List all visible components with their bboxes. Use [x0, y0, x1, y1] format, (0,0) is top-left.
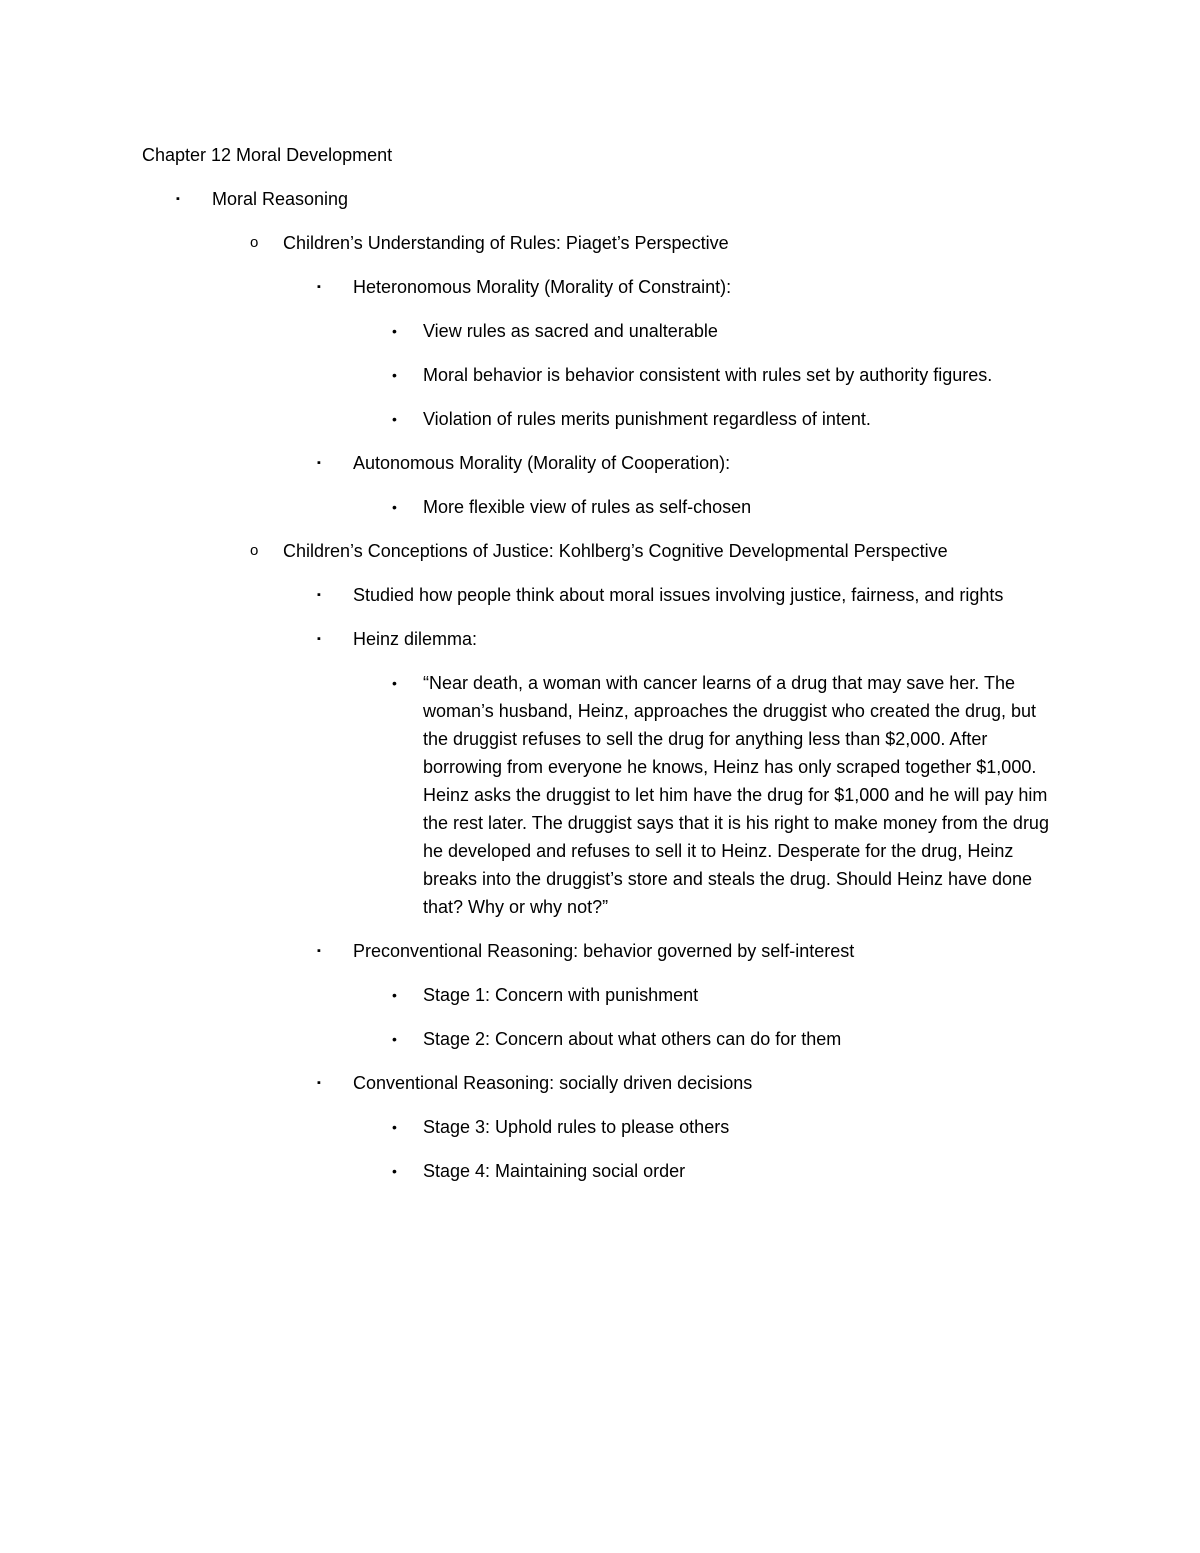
square-bullet-icon: ▪	[317, 281, 321, 293]
outline-item-text: Stage 1: Concern with punishment	[423, 985, 699, 1005]
outline-item-text: Stage 2: Concern about what others can do for them	[423, 1029, 842, 1049]
outline-item-level-1	[142, 185, 1062, 213]
square-bullet-icon: ▪	[317, 457, 321, 469]
outline-item-level-3	[142, 273, 1062, 301]
dot-bullet-icon: •	[392, 323, 397, 339]
outline-item-text: More flexible view of rules as self-chosen	[423, 497, 752, 517]
outline-item-text: Stage 4: Maintaining social order	[423, 1161, 686, 1181]
outline-item-level-3	[142, 937, 1062, 965]
outline-item-level-3	[142, 1069, 1062, 1097]
outline-item-text: Conventional Reasoning: socially driven decisions	[353, 1073, 753, 1093]
square-bullet-icon: ▪	[176, 193, 180, 205]
square-bullet-icon: ▪	[317, 1077, 321, 1089]
dot-bullet-icon: •	[392, 1119, 397, 1135]
outline-item-text: “Near death, a woman with cancer learns of a drug that may save her. The woman’s husband, Heinz, approaches the druggist who created the drug, but the druggist refuses to sell the drug for anything less than $2,000. After borrowing from everyone he knows, Heinz has only scraped together $1,000. Heinz asks the druggist to let him have the drug for $1,000 and he will pay him the rest later. The druggist says that it is his right to make money from the drug he developed and refuses to sell it to Heinz. Desperate for the drug, Heinz breaks into the druggist’s store and steals the drug. Should Heinz have done that? Why or why not?”	[423, 673, 1049, 917]
outline-item-text: Moral behavior is behavior consistent with rules set by authority figures.	[423, 365, 993, 385]
outline-item-text: Moral Reasoning	[212, 189, 349, 209]
outline-item-level-3	[142, 581, 1062, 609]
outline-item-text: Studied how people think about moral issues involving justice, fairness, and rights	[353, 585, 1004, 605]
dot-bullet-icon: •	[392, 1031, 397, 1047]
square-bullet-icon: ▪	[317, 589, 321, 601]
outline-item-level-2	[142, 229, 1062, 257]
outline-item-text: Stage 3: Uphold rules to please others	[423, 1117, 730, 1137]
dot-bullet-icon: •	[392, 1163, 397, 1179]
outline-item-text: Violation of rules merits punishment regardless of intent.	[423, 409, 871, 429]
outline-item-level-4	[142, 493, 1062, 521]
document-title: Chapter 12 Moral Development	[142, 145, 393, 165]
outline-item-level-3	[142, 625, 1062, 653]
outline-item-level-4	[142, 1025, 1062, 1053]
dot-bullet-icon: •	[392, 499, 397, 515]
outline-item-level-4	[142, 405, 1062, 433]
outline-item-text: Preconventional Reasoning: behavior governed by self-interest	[353, 941, 855, 961]
outline-item-text: Heinz dilemma:	[353, 629, 478, 649]
square-bullet-icon: ▪	[317, 945, 321, 957]
outline-list	[142, 185, 1062, 1185]
outline-item-level-2	[142, 537, 1062, 565]
square-bullet-icon: ▪	[317, 633, 321, 645]
circle-bullet-icon: o	[250, 234, 259, 251]
outline-item-level-4	[142, 1113, 1062, 1141]
outline-item-level-4	[142, 317, 1062, 345]
document-body	[142, 141, 1062, 1201]
outline-item-level-3	[142, 449, 1062, 477]
circle-bullet-icon: o	[250, 542, 259, 559]
outline-item-level-4	[142, 1157, 1062, 1185]
outline-item-text: Autonomous Morality (Morality of Cooperation):	[353, 453, 731, 473]
outline-item-text: Children’s Understanding of Rules: Piaget’s Perspective	[283, 233, 729, 253]
outline-item-text: Heteronomous Morality (Morality of Constraint):	[353, 277, 732, 297]
outline-item-level-4	[142, 981, 1062, 1009]
dot-bullet-icon: •	[392, 675, 397, 691]
outline-item-text: View rules as sacred and unalterable	[423, 321, 718, 341]
dot-bullet-icon: •	[392, 367, 397, 383]
outline-item-level-4	[142, 669, 1062, 921]
dot-bullet-icon: •	[392, 411, 397, 427]
outline-item-text: Children’s Conceptions of Justice: Kohlberg’s Cognitive Developmental Perspective	[283, 541, 948, 561]
outline-item-level-4	[142, 361, 1062, 389]
dot-bullet-icon: •	[392, 987, 397, 1003]
